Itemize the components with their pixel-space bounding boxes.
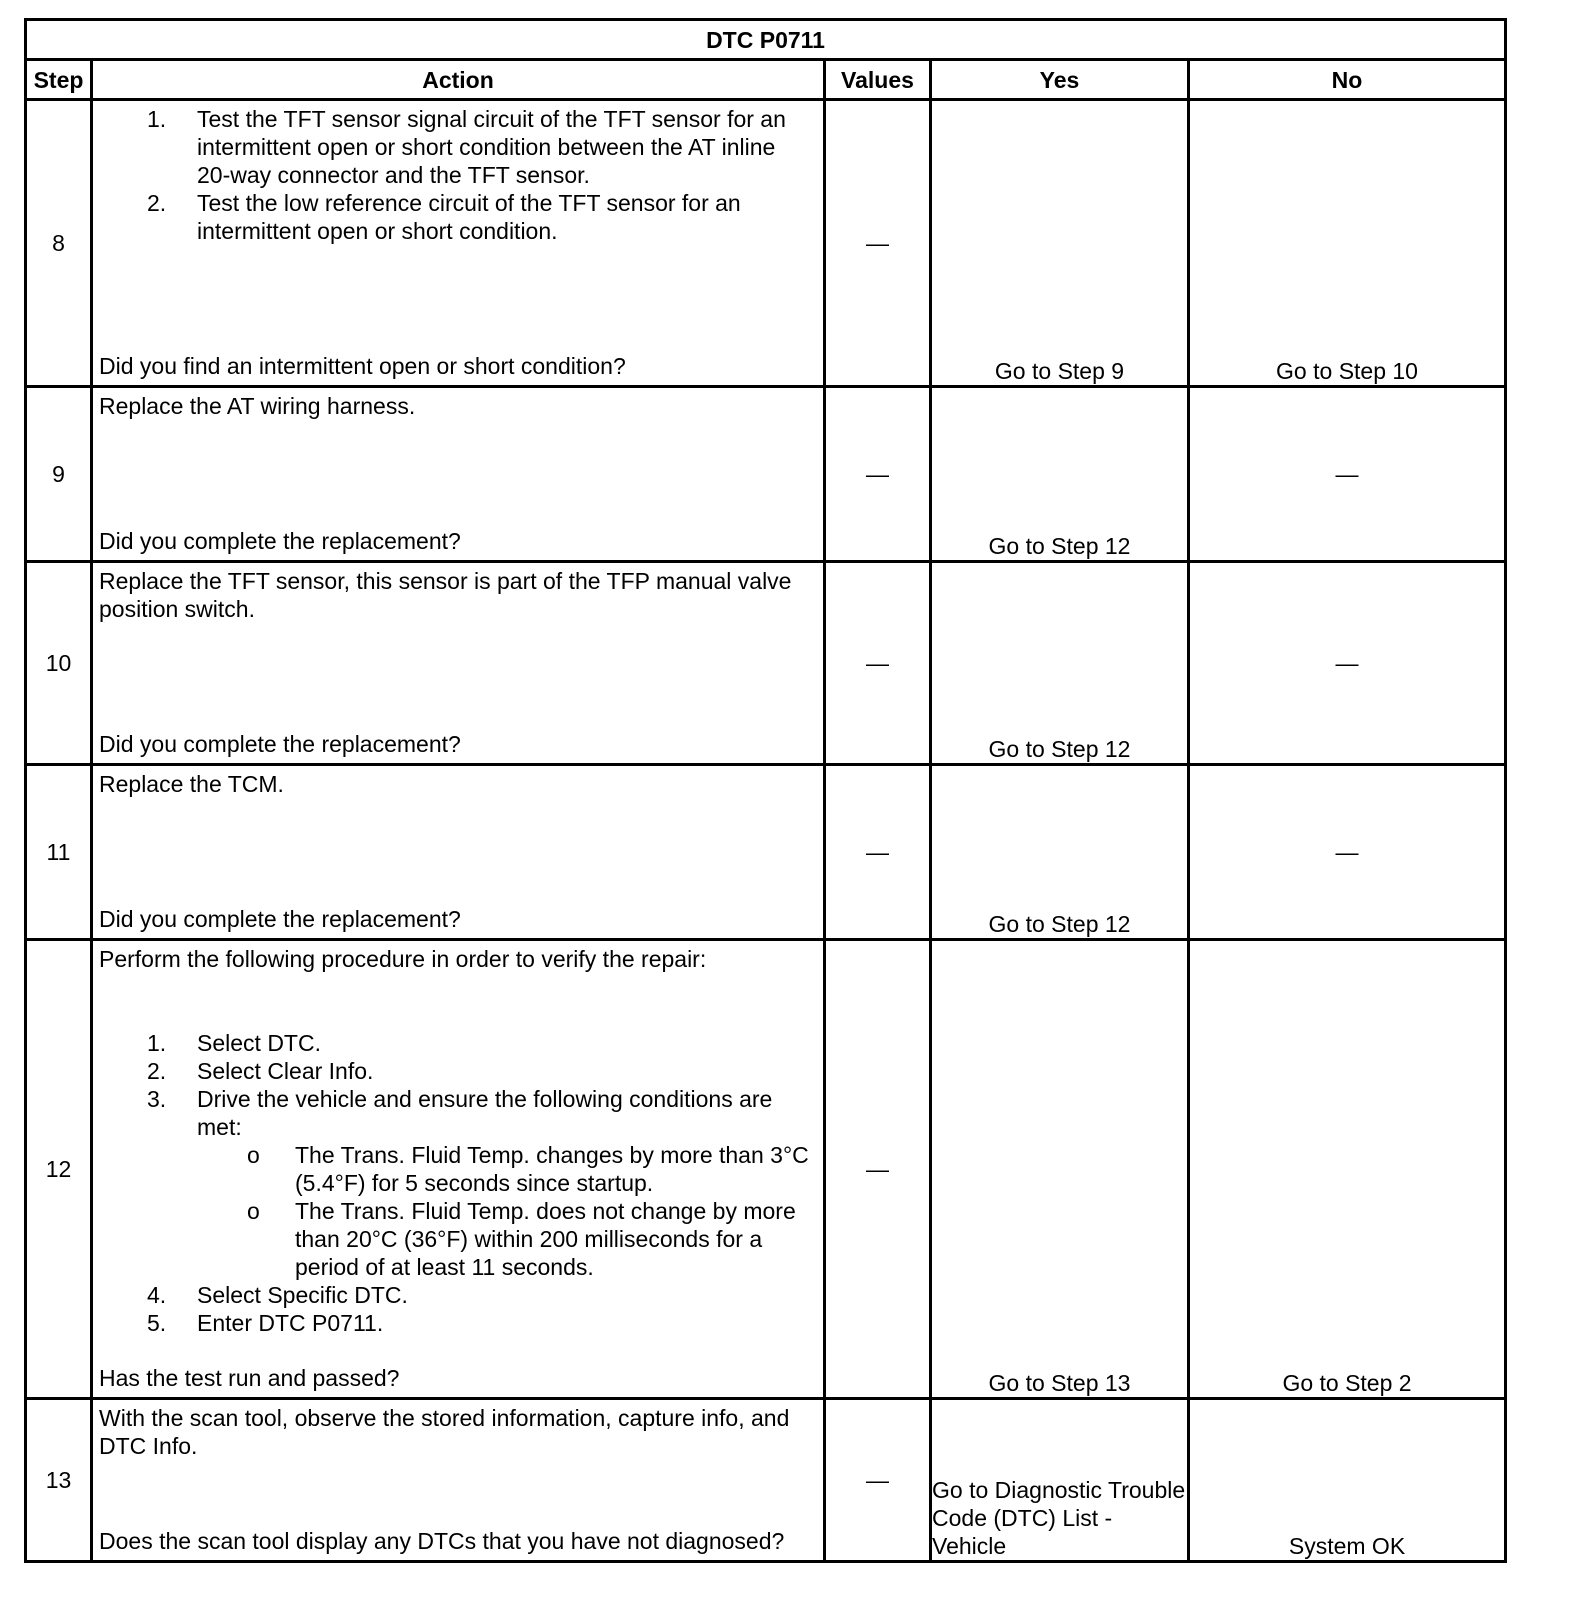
no-cell: Go to Step 10 [1189, 100, 1506, 387]
action-question: Does the scan tool display any DTCs that you have not diagnosed? [99, 1528, 785, 1554]
action-cell [92, 100, 825, 387]
yes-cell: Go to Step 12 [931, 765, 1189, 940]
header-yes: Yes [931, 60, 1189, 100]
step-number: 12 [26, 940, 92, 1399]
action-steps [99, 1029, 811, 1337]
step-number: 11 [26, 765, 92, 940]
table-title: DTC P0711 [26, 20, 1506, 60]
action-question: Did you complete the replacement? [99, 731, 461, 757]
list-item: 1. Test the TFT sensor signal circuit of the TFT sensor for an intermittent open or short condition between the AT inline 20-way connector and the TFT sensor. [147, 106, 786, 188]
values-cell: — [825, 940, 931, 1399]
action-question: Has the test run and passed? [99, 1365, 400, 1391]
no-cell: — [1189, 765, 1506, 940]
header-step: Step [26, 60, 92, 100]
action-question: Did you complete the replacement? [99, 906, 461, 932]
action-cell [92, 940, 825, 1399]
no-cell: — [1189, 387, 1506, 562]
action-cell [92, 387, 825, 562]
step-number: 9 [26, 387, 92, 562]
table-row [26, 765, 1506, 940]
table-row [26, 1399, 1506, 1562]
action-intro: Replace the AT wiring harness. [99, 393, 416, 419]
list-item: 1. Select DTC. [147, 1030, 321, 1056]
yes-cell: Go to Step 13 [931, 940, 1189, 1399]
list-item: o The Trans. Fluid Temp. does not change by more than 20°C (36°F) within 200 milliseconds for a period of at least 11 seconds. [247, 1198, 796, 1280]
action-question: Did you complete the replacement? [99, 528, 461, 554]
values-cell: — [825, 100, 931, 387]
action-intro: Perform the following procedure in order to verify the repair: [99, 946, 707, 972]
header-action: Action [92, 60, 825, 100]
action-intro: With the scan tool, observe the stored information, capture info, and DTC Info. [99, 1405, 790, 1459]
no-cell: System OK [1189, 1399, 1506, 1562]
values-cell: — [825, 765, 931, 940]
dtc-table [24, 18, 1507, 1563]
header-row [26, 60, 1506, 100]
table-row [26, 562, 1506, 765]
yes-cell: Go to Step 12 [931, 387, 1189, 562]
list-item: 3. Drive the vehicle and ensure the following conditions are met: o The Trans. Fluid Temp. changes by more than 3°C (5.4°F) for 5 seconds since startup. o The Trans. Fluid Temp. does not change by more than 20°C (36°F) within 200 milliseconds for a period of at least 11 seconds. [99, 1085, 811, 1281]
action-intro: Replace the TCM. [99, 771, 284, 797]
list-item: 2. Test the low reference circuit of the TFT sensor for an intermittent open or short condition. [147, 190, 741, 244]
action-cell [92, 562, 825, 765]
list-item: 4. Select Specific DTC. [147, 1282, 408, 1308]
step-number: 10 [26, 562, 92, 765]
step-number: 8 [26, 100, 92, 387]
header-no: No [1189, 60, 1506, 100]
yes-cell: Go to Diagnostic Trouble Code (DTC) List - Vehicle [931, 1399, 1189, 1562]
no-cell: Go to Step 2 [1189, 940, 1506, 1399]
action-question: Did you find an intermittent open or short condition? [99, 353, 626, 379]
list-item: 2. Select Clear Info. [147, 1058, 374, 1084]
condition-list [197, 1141, 811, 1281]
values-cell: — [825, 562, 931, 765]
header-values: Values [825, 60, 931, 100]
list-item: 5. Enter DTC P0711. [147, 1310, 384, 1336]
table-row [26, 387, 1506, 562]
action-cell [92, 1399, 825, 1562]
action-steps [99, 101, 811, 245]
values-cell: — [825, 387, 931, 562]
no-cell: — [1189, 562, 1506, 765]
table-row [26, 100, 1506, 387]
yes-cell: Go to Step 12 [931, 562, 1189, 765]
step-number: 13 [26, 1399, 92, 1562]
action-intro: Replace the TFT sensor, this sensor is part of the TFP manual valve position switch. [99, 568, 792, 622]
yes-cell: Go to Step 9 [931, 100, 1189, 387]
table-row [26, 940, 1506, 1399]
action-cell [92, 765, 825, 940]
values-cell: — [825, 1399, 931, 1562]
list-item: o The Trans. Fluid Temp. changes by more than 3°C (5.4°F) for 5 seconds since startup. [247, 1142, 809, 1196]
